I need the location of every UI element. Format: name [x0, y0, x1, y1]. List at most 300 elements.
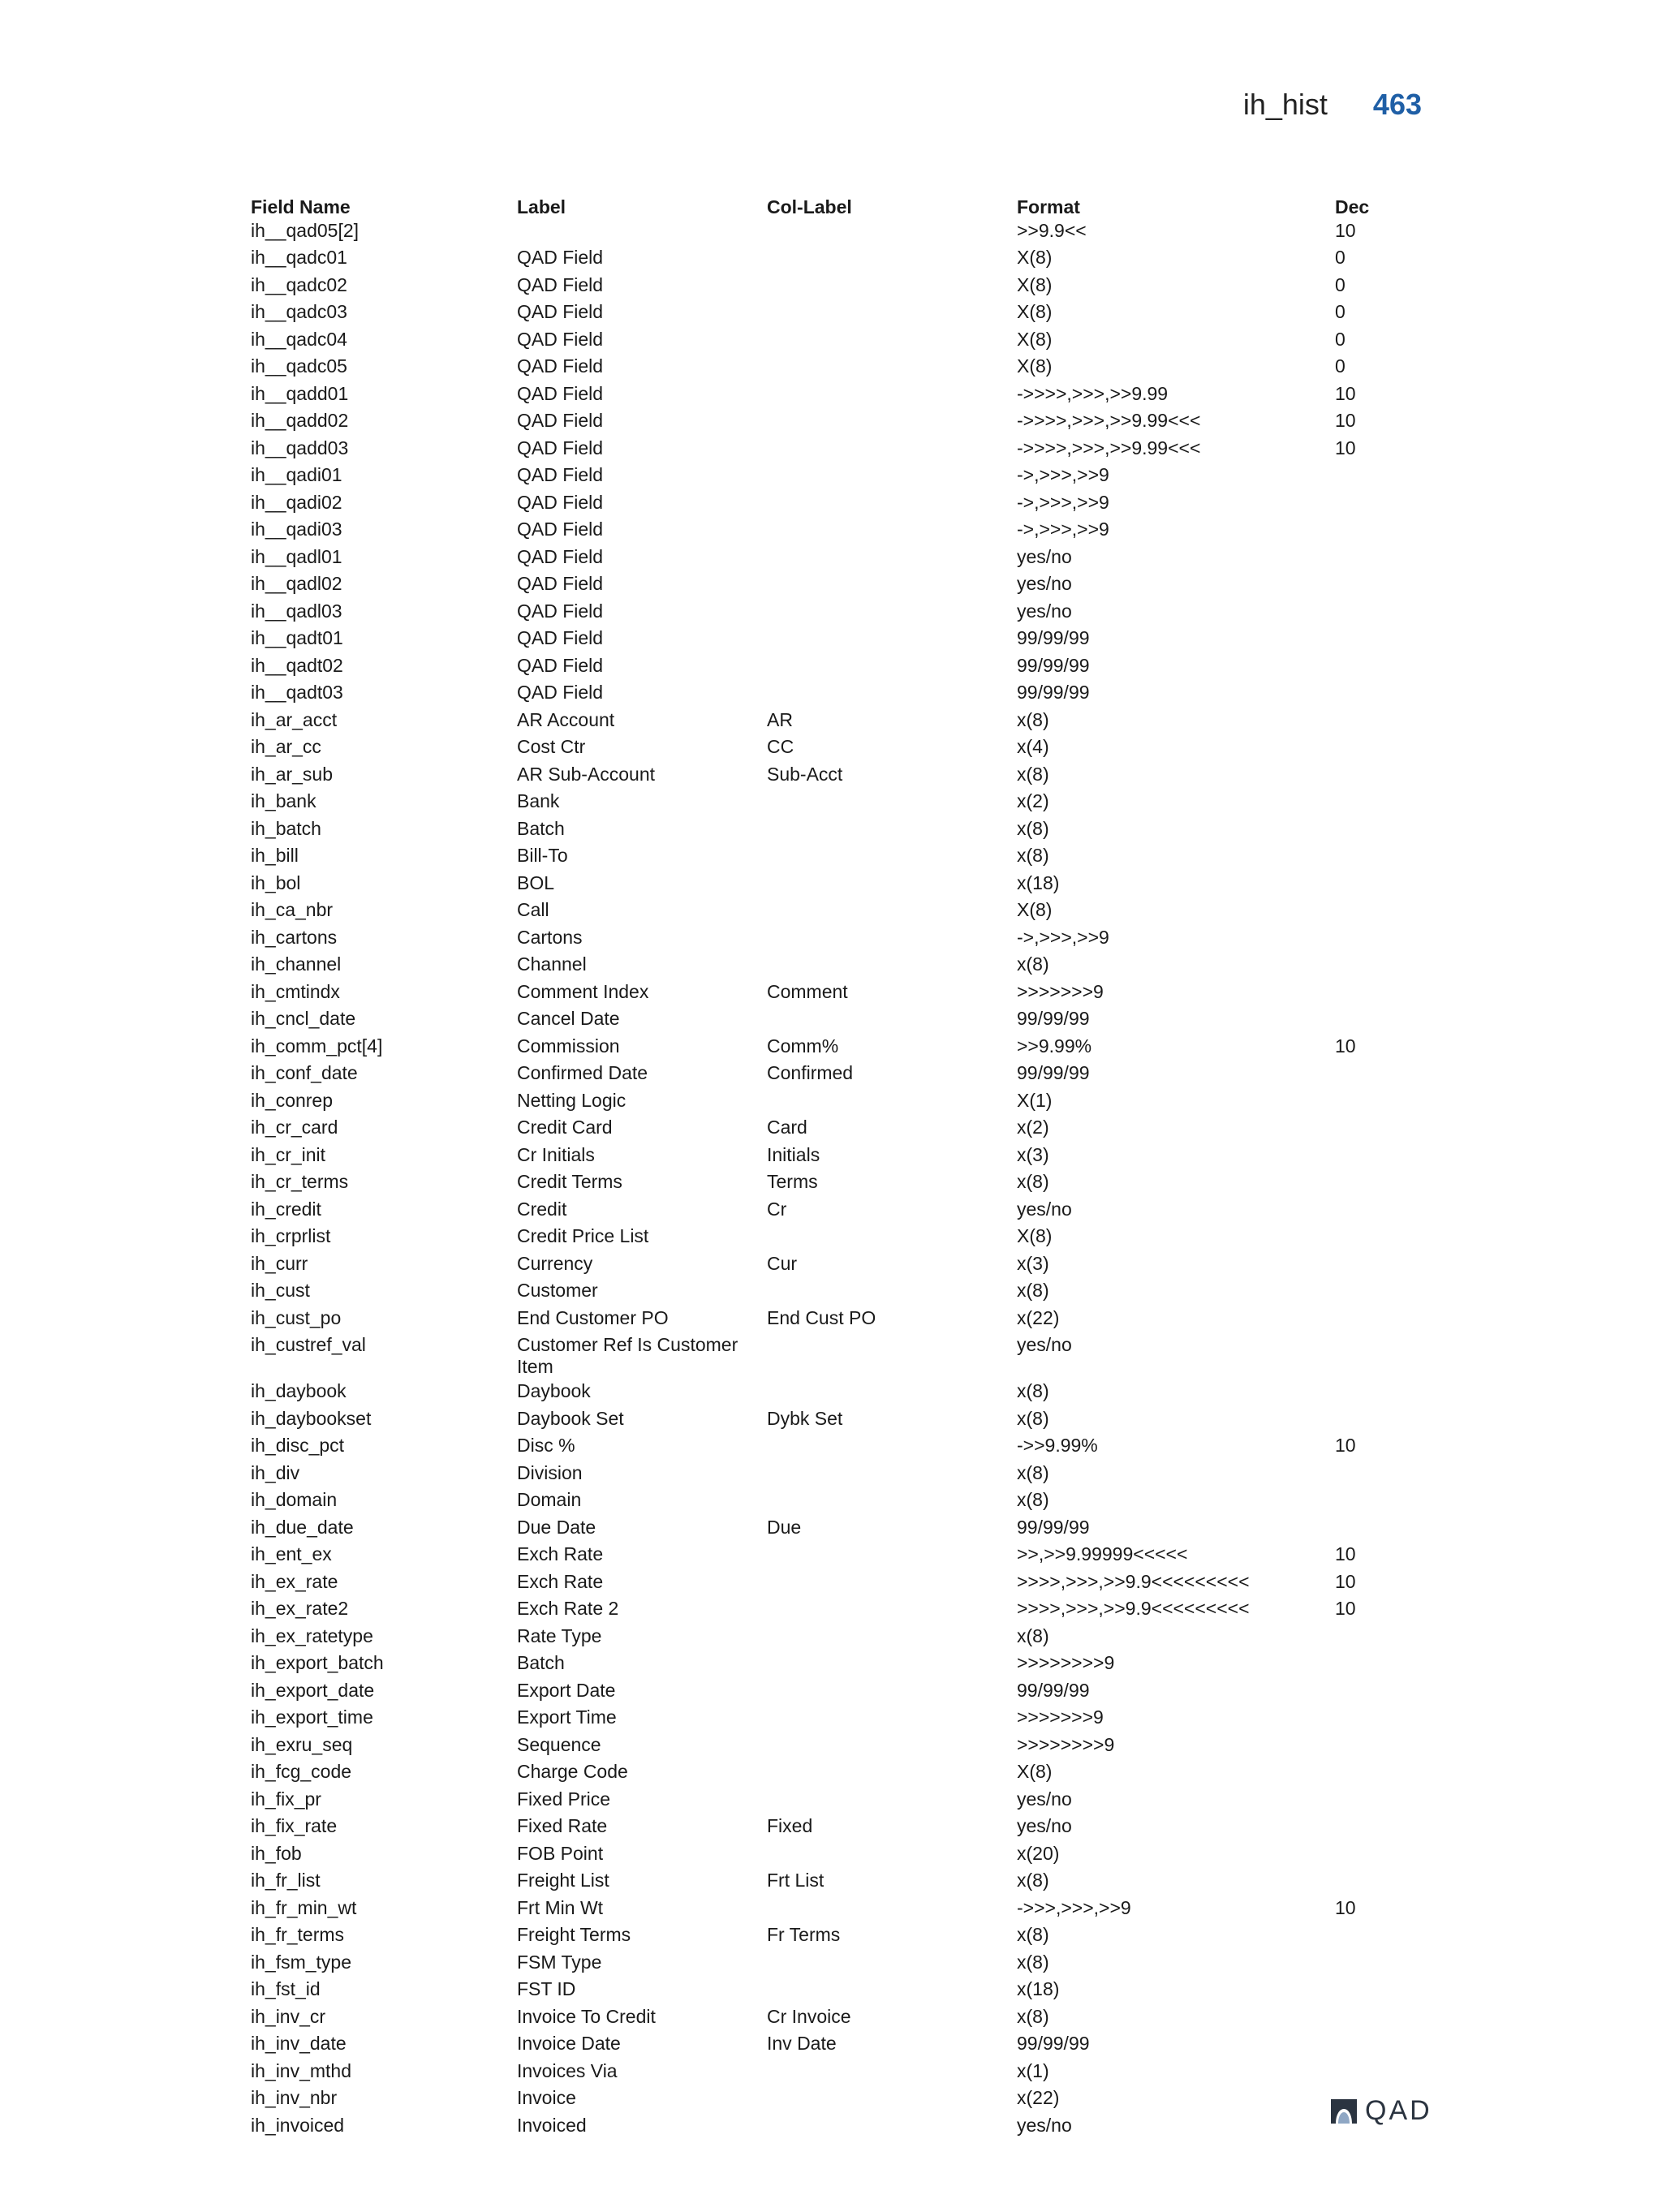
column-header-field-name: Field Name	[251, 196, 351, 217]
format-cell: x(8)	[1017, 1461, 1049, 1483]
dec-cell: 0	[1335, 328, 1346, 350]
label-cell: FST ID	[517, 1978, 576, 1999]
dec-cell	[1335, 1090, 1432, 1117]
col-label-cell	[767, 1952, 1017, 1979]
dec-cell	[1335, 1144, 1432, 1172]
label-cell: QAD Field	[517, 654, 604, 676]
label-cell: Call	[517, 899, 549, 920]
dec-cell	[1335, 1680, 1432, 1707]
label-cell: Confirmed Date	[517, 1062, 648, 1083]
table-row	[251, 546, 1432, 574]
table-header-row	[251, 195, 1432, 220]
label-cell: QAD Field	[517, 573, 604, 594]
table-row	[251, 274, 1432, 302]
col-label-cell	[767, 410, 1017, 437]
table-row	[251, 301, 1432, 329]
format-cell: x(8)	[1017, 1924, 1049, 1945]
table-row	[251, 1761, 1432, 1788]
label-cell: Invoices Via	[517, 2059, 618, 2081]
label-cell: FOB Point	[517, 1842, 604, 1864]
col-label-cell: Due	[767, 1516, 802, 1538]
col-label-cell	[767, 1435, 1017, 1462]
label-cell: Daybook Set	[517, 1407, 624, 1429]
col-label-cell	[767, 329, 1017, 356]
field-name-cell: ih__qadd03	[251, 437, 349, 458]
table-row	[251, 492, 1432, 519]
format-cell: X(8)	[1017, 1761, 1053, 1782]
dec-cell	[1335, 1462, 1432, 1490]
field-name-cell: ih_cartons	[251, 926, 338, 948]
dec-cell: 10	[1335, 1035, 1356, 1057]
col-label-cell	[767, 1680, 1017, 1707]
format-cell: X(1)	[1017, 1089, 1053, 1111]
label-cell: Customer Ref Is Customer Item	[517, 1334, 738, 1377]
col-label-cell	[767, 872, 1017, 900]
table-row	[251, 1706, 1432, 1734]
dec-cell: 10	[1335, 219, 1356, 241]
label-cell: Exch Rate 2	[517, 1598, 619, 1619]
qad-logo	[1328, 2095, 1432, 2127]
table-row	[251, 709, 1432, 737]
col-label-cell	[767, 600, 1017, 628]
format-cell: x(8)	[1017, 1625, 1049, 1646]
table-row	[251, 1307, 1432, 1335]
format-cell: X(8)	[1017, 301, 1053, 322]
format-cell: X(8)	[1017, 328, 1053, 350]
format-cell: >>>>,>>>,>>9.9<<<<<<<<<	[1017, 1570, 1250, 1592]
dec-cell	[1335, 492, 1432, 519]
label-cell: Exch Rate	[517, 1570, 604, 1592]
col-label-cell	[767, 1652, 1017, 1680]
label-cell: Bill-To	[517, 845, 568, 866]
col-label-cell: Dybk Set	[767, 1407, 843, 1429]
dec-cell	[1335, 899, 1432, 927]
col-label-cell	[767, 1843, 1017, 1870]
label-cell: Freight Terms	[517, 1924, 631, 1945]
format-cell: x(8)	[1017, 1380, 1049, 1401]
table-row	[251, 1571, 1432, 1599]
field-name-cell: ih__qadi03	[251, 519, 342, 540]
label-cell: Rate Type	[517, 1625, 602, 1646]
label-cell: QAD Field	[517, 273, 604, 295]
label-cell: AR Account	[517, 708, 615, 730]
label-cell: Batch	[517, 817, 565, 839]
field-name-cell: ih_fix_pr	[251, 1788, 321, 1810]
dec-cell	[1335, 872, 1432, 900]
dec-cell	[1335, 709, 1432, 737]
table-row	[251, 1253, 1432, 1280]
format-cell: ->,>>>,>>9	[1017, 491, 1109, 513]
col-label-cell: Comment	[767, 980, 848, 1002]
label-cell: QAD Field	[517, 627, 604, 648]
format-cell: yes/no	[1017, 1815, 1072, 1836]
field-name-cell: ih_fst_id	[251, 1978, 321, 1999]
field-name-cell: ih_fob	[251, 1842, 302, 1864]
dec-cell	[1335, 546, 1432, 574]
qad-logo-icon	[1328, 2098, 1360, 2125]
table-row	[251, 682, 1432, 709]
table-row	[251, 899, 1432, 927]
table-row	[251, 1598, 1432, 1625]
dec-cell: 0	[1335, 355, 1346, 377]
field-name-cell: ih__qadc03	[251, 301, 347, 322]
table-row	[251, 1517, 1432, 1544]
dec-cell	[1335, 1924, 1432, 1952]
table-row	[251, 1652, 1432, 1680]
col-label-cell: Confirmed	[767, 1062, 854, 1083]
col-label-cell	[767, 1625, 1017, 1653]
label-cell: Customer	[517, 1280, 598, 1301]
dec-cell	[1335, 627, 1432, 655]
format-cell: 99/99/99	[1017, 1679, 1090, 1701]
field-name-cell: ih_cust_po	[251, 1306, 342, 1328]
col-label-cell: AR	[767, 708, 793, 730]
col-label-cell	[767, 899, 1017, 927]
format-cell: 99/99/99	[1017, 654, 1090, 676]
label-cell: Freight List	[517, 1870, 609, 1891]
table-row	[251, 1734, 1432, 1762]
format-cell: x(18)	[1017, 871, 1060, 893]
format-cell: yes/no	[1017, 1334, 1072, 1355]
field-name-cell: ih_due_date	[251, 1516, 354, 1538]
field-name-cell: ih_fix_rate	[251, 1815, 338, 1836]
field-name-cell: ih__qadt03	[251, 682, 343, 703]
format-cell: x(8)	[1017, 708, 1049, 730]
label-cell: QAD Field	[517, 519, 604, 540]
table-row	[251, 1008, 1432, 1035]
table-row	[251, 329, 1432, 356]
label-cell: Currency	[517, 1252, 593, 1274]
col-label-cell: Cr Invoice	[767, 2005, 851, 2027]
label-cell: Commission	[517, 1035, 620, 1057]
col-label-cell: Initials	[767, 1143, 820, 1165]
table-row	[251, 383, 1432, 411]
dec-cell	[1335, 1706, 1432, 1734]
dec-cell: 0	[1335, 247, 1346, 268]
field-name-cell: ih_crprlist	[251, 1225, 331, 1246]
col-label-cell	[767, 1334, 1017, 1380]
format-cell: x(1)	[1017, 2059, 1049, 2081]
dec-cell	[1335, 736, 1432, 764]
dec-cell	[1335, 519, 1432, 546]
label-cell: Exch Rate	[517, 1543, 604, 1564]
label-cell: QAD Field	[517, 355, 604, 377]
field-name-cell: ih_export_batch	[251, 1652, 384, 1673]
field-name-cell: ih_inv_cr	[251, 2005, 326, 2027]
field-name-cell: ih_comm_pct[4]	[251, 1035, 383, 1057]
label-cell: Credit Terms	[517, 1171, 622, 1192]
table-row	[251, 845, 1432, 872]
label-cell: Daybook	[517, 1380, 591, 1401]
label-cell: Netting Logic	[517, 1089, 626, 1111]
table-row	[251, 1144, 1432, 1172]
label-cell: Due Date	[517, 1516, 596, 1538]
table-row	[251, 600, 1432, 628]
label-cell: QAD Field	[517, 600, 604, 622]
format-cell: 99/99/99	[1017, 627, 1090, 648]
table-row	[251, 790, 1432, 818]
label-cell: QAD Field	[517, 247, 604, 268]
logo-wordmark: QAD	[1365, 2095, 1432, 2126]
format-cell: 99/99/99	[1017, 1008, 1090, 1029]
field-name-cell: ih__qadc02	[251, 273, 347, 295]
table-row	[251, 1408, 1432, 1435]
table-row	[251, 437, 1432, 465]
field-name-cell: ih_channel	[251, 953, 342, 975]
column-header-col-label: Col-Label	[767, 196, 852, 217]
field-name-cell: ih_export_date	[251, 1679, 375, 1701]
field-name-cell: ih__qadt02	[251, 654, 343, 676]
dec-cell	[1335, 790, 1432, 818]
field-name-cell: ih__qadl02	[251, 573, 342, 594]
format-cell: yes/no	[1017, 600, 1072, 622]
dec-cell	[1335, 1199, 1432, 1226]
dec-cell	[1335, 1761, 1432, 1788]
dec-cell	[1335, 1652, 1432, 1680]
table-row	[251, 1870, 1432, 1897]
format-cell: ->>>>,>>>,>>9.99<<<	[1017, 437, 1201, 458]
field-name-cell: ih_export_time	[251, 1706, 373, 1728]
dec-cell	[1335, 1788, 1432, 1816]
dec-cell	[1335, 953, 1432, 981]
format-cell: x(8)	[1017, 1489, 1049, 1510]
col-label-cell	[767, 220, 1017, 247]
table-row	[251, 573, 1432, 600]
format-cell: >>,>>9.99999<<<<<	[1017, 1543, 1188, 1564]
label-cell: Credit Price List	[517, 1225, 649, 1246]
field-name-cell: ih_ex_ratetype	[251, 1625, 373, 1646]
field-name-cell: ih_inv_mthd	[251, 2059, 352, 2081]
format-cell: X(8)	[1017, 273, 1053, 295]
dec-cell	[1335, 981, 1432, 1009]
format-cell: x(2)	[1017, 1117, 1049, 1138]
label-cell: FSM Type	[517, 1951, 602, 1973]
format-cell: >>>>>>>9	[1017, 1706, 1104, 1728]
col-label-cell	[767, 1462, 1017, 1490]
field-table	[251, 195, 1432, 2141]
dec-cell	[1335, 1380, 1432, 1408]
format-cell: x(20)	[1017, 1842, 1060, 1864]
format-cell: x(18)	[1017, 1978, 1060, 1999]
field-name-cell: ih_cncl_date	[251, 1008, 356, 1029]
field-name-cell: ih_batch	[251, 817, 321, 839]
dec-cell	[1335, 464, 1432, 492]
table-row	[251, 1815, 1432, 1843]
col-label-cell	[767, 655, 1017, 682]
format-cell: yes/no	[1017, 573, 1072, 594]
format-cell: yes/no	[1017, 545, 1072, 567]
col-label-cell	[767, 1489, 1017, 1517]
page-number: 463	[1372, 88, 1422, 121]
table-row	[251, 220, 1432, 247]
label-cell: Cost Ctr	[517, 736, 586, 757]
format-cell: ->>>>,>>>,>>9.99<<<	[1017, 410, 1201, 431]
label-cell: Disc %	[517, 1435, 575, 1456]
col-label-cell	[767, 1008, 1017, 1035]
dec-cell	[1335, 1734, 1432, 1762]
field-name-cell: ih_ar_acct	[251, 708, 338, 730]
field-name-cell: ih__qadc05	[251, 355, 347, 377]
label-cell: Invoice	[517, 2087, 576, 2108]
col-label-cell	[767, 1897, 1017, 1925]
field-name-cell: ih__qadt01	[251, 627, 343, 648]
table-row	[251, 2006, 1432, 2033]
col-label-cell	[767, 627, 1017, 655]
label-cell: Credit Card	[517, 1117, 613, 1138]
dec-cell	[1335, 573, 1432, 600]
col-label-cell	[767, 1280, 1017, 1307]
table-row	[251, 1090, 1432, 1117]
field-name-cell: ih_inv_date	[251, 2033, 347, 2054]
field-name-cell: ih_credit	[251, 1198, 321, 1220]
col-label-cell	[767, 2060, 1017, 2088]
table-row	[251, 1489, 1432, 1517]
col-label-cell	[767, 790, 1017, 818]
col-label-cell: Fr Terms	[767, 1924, 841, 1945]
field-name-cell: ih_cmtindx	[251, 980, 340, 1002]
dec-cell	[1335, 1952, 1432, 1979]
format-cell: 99/99/99	[1017, 1516, 1090, 1538]
table-row	[251, 736, 1432, 764]
table-row	[251, 1035, 1432, 1063]
table-row	[251, 1225, 1432, 1253]
col-label-cell	[767, 301, 1017, 329]
field-name-cell: ih_conf_date	[251, 1062, 358, 1083]
col-label-cell	[767, 845, 1017, 872]
format-cell: x(8)	[1017, 2005, 1049, 2027]
col-label-cell	[767, 1543, 1017, 1571]
format-cell: >>>>,>>>,>>9.9<<<<<<<<<	[1017, 1598, 1250, 1619]
column-header-dec: Dec	[1335, 196, 1370, 217]
field-name-cell: ih__qadi02	[251, 491, 342, 513]
dec-cell: 10	[1335, 1543, 1356, 1564]
field-name-cell: ih_custref_val	[251, 1334, 366, 1355]
label-cell: Cr Initials	[517, 1143, 595, 1165]
table-row	[251, 1952, 1432, 1979]
format-cell: x(8)	[1017, 763, 1049, 785]
col-label-cell	[767, 818, 1017, 846]
field-name-cell: ih__qadd02	[251, 410, 349, 431]
field-name-cell: ih_fr_terms	[251, 1924, 345, 1945]
field-name-cell: ih_cust	[251, 1280, 310, 1301]
format-cell: x(8)	[1017, 817, 1049, 839]
col-label-cell: Card	[767, 1117, 807, 1138]
format-cell: x(8)	[1017, 1280, 1049, 1301]
field-name-cell: ih__qadi01	[251, 464, 342, 485]
format-cell: x(8)	[1017, 845, 1049, 866]
col-label-cell	[767, 355, 1017, 383]
format-cell: x(8)	[1017, 1951, 1049, 1973]
col-label-cell	[767, 464, 1017, 492]
dec-cell: 10	[1335, 1435, 1356, 1456]
label-cell: Fixed Price	[517, 1788, 611, 1810]
format-cell: yes/no	[1017, 1788, 1072, 1810]
field-name-cell: ih_invoiced	[251, 2114, 345, 2136]
table-row	[251, 2115, 1432, 2142]
col-label-cell: CC	[767, 736, 794, 757]
format-cell: ->,>>>,>>9	[1017, 519, 1109, 540]
format-cell: x(3)	[1017, 1252, 1049, 1274]
table-row	[251, 953, 1432, 981]
field-name-cell: ih__qadd01	[251, 382, 349, 404]
field-name-cell: ih_domain	[251, 1489, 338, 1510]
format-cell: 99/99/99	[1017, 2033, 1090, 2054]
label-cell: Frt Min Wt	[517, 1896, 604, 1918]
field-name-cell: ih_exru_seq	[251, 1733, 353, 1755]
label-cell: QAD Field	[517, 410, 604, 431]
table-row	[251, 1897, 1432, 1925]
label-cell: QAD Field	[517, 682, 604, 703]
col-label-cell	[767, 2087, 1017, 2115]
dec-cell	[1335, 1307, 1432, 1335]
field-name-cell: ih_fcg_code	[251, 1761, 352, 1782]
field-name-cell: ih_bill	[251, 845, 299, 866]
label-cell: Division	[517, 1461, 583, 1483]
dec-cell: 10	[1335, 437, 1356, 458]
dec-cell	[1335, 927, 1432, 954]
field-name-cell: ih_div	[251, 1461, 300, 1483]
table-row	[251, 981, 1432, 1009]
table-row	[251, 2087, 1432, 2115]
label-cell: QAD Field	[517, 491, 604, 513]
field-name-cell: ih_daybook	[251, 1380, 347, 1401]
field-name-cell: ih_ar_cc	[251, 736, 321, 757]
field-name-cell: ih__qadl01	[251, 545, 342, 567]
label-cell: QAD Field	[517, 437, 604, 458]
table-row	[251, 818, 1432, 846]
col-label-cell	[767, 682, 1017, 709]
format-cell: x(22)	[1017, 2087, 1060, 2108]
col-label-cell	[767, 519, 1017, 546]
dec-cell: 0	[1335, 301, 1346, 322]
dec-cell	[1335, 600, 1432, 628]
table-row	[251, 1924, 1432, 1952]
col-label-cell: Fixed	[767, 1815, 813, 1836]
field-name-cell: ih_bol	[251, 871, 301, 893]
label-cell: Fixed Rate	[517, 1815, 608, 1836]
table-row	[251, 519, 1432, 546]
field-name-cell: ih_cr_card	[251, 1117, 338, 1138]
dec-cell	[1335, 2006, 1432, 2033]
table-row	[251, 1380, 1432, 1408]
field-name-cell: ih_curr	[251, 1252, 308, 1274]
field-name-cell: ih_cr_init	[251, 1143, 326, 1165]
field-name-cell: ih_ex_rate2	[251, 1598, 349, 1619]
label-cell: QAD Field	[517, 464, 604, 485]
label-cell: QAD Field	[517, 301, 604, 322]
col-label-cell	[767, 1706, 1017, 1734]
col-label-cell	[767, 927, 1017, 954]
format-cell: >>9.9<<	[1017, 219, 1087, 241]
dec-cell	[1335, 818, 1432, 846]
field-name-cell: ih_daybookset	[251, 1407, 372, 1429]
table-row	[251, 1625, 1432, 1653]
format-cell: ->,>>>,>>9	[1017, 464, 1109, 485]
dec-cell	[1335, 1625, 1432, 1653]
format-cell: ->,>>>,>>9	[1017, 926, 1109, 948]
label-cell: Bank	[517, 790, 560, 811]
label-cell: Credit	[517, 1198, 567, 1220]
format-cell: x(3)	[1017, 1143, 1049, 1165]
table-row	[251, 1117, 1432, 1144]
col-label-cell	[767, 2115, 1017, 2142]
label-cell: AR Sub-Account	[517, 763, 656, 785]
table-row	[251, 1199, 1432, 1226]
page-header	[1243, 88, 1422, 122]
field-name-cell: ih_inv_nbr	[251, 2087, 338, 2108]
dec-cell	[1335, 1978, 1432, 2006]
format-cell: x(8)	[1017, 1870, 1049, 1891]
